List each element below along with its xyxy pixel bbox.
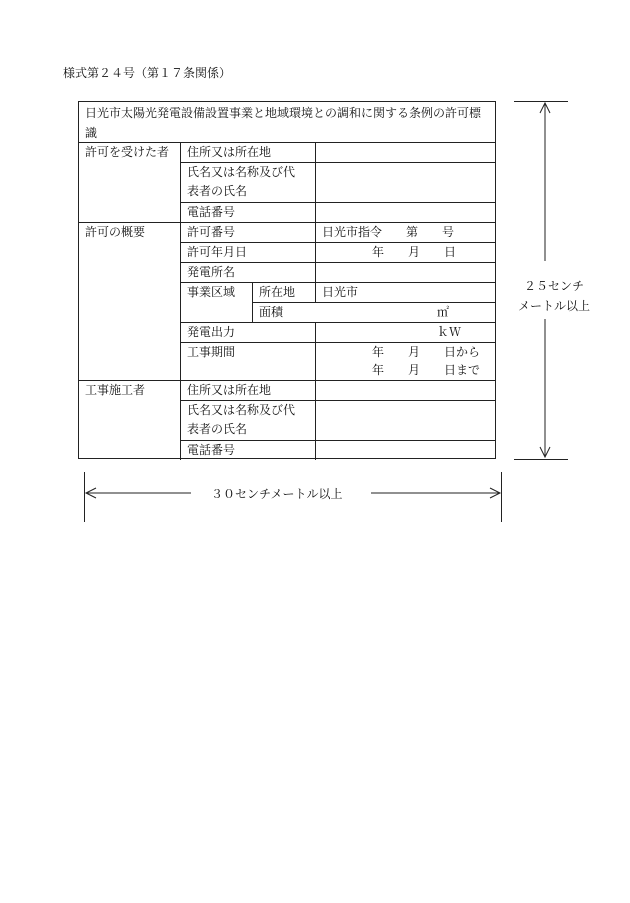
- height-label-line2: メートル以上: [518, 299, 591, 313]
- contractor-name-label-2: 表者の氏名: [187, 422, 248, 436]
- size-unit: ㎡: [437, 305, 450, 319]
- period-to: 年 月 日まで: [372, 363, 481, 377]
- permit-no-value: 日光市指令 第 号: [322, 225, 455, 239]
- table-rule: [315, 142, 316, 242]
- permit-holder-heading: 許可を受けた者: [85, 145, 170, 159]
- size-label: 面積: [259, 305, 284, 319]
- holder-phone-label: 電話番号: [187, 205, 236, 219]
- table-rule: [315, 322, 316, 460]
- contractor-heading: 工事施工者: [85, 383, 146, 397]
- contractor-address-label: 住所又は所在地: [187, 383, 272, 397]
- contractor-phone-label: 電話番号: [187, 443, 236, 457]
- plant-name-label: 発電所名: [187, 265, 236, 279]
- permit-date-label: 許可年月日: [187, 245, 248, 259]
- location-value: 日光市: [322, 285, 359, 299]
- width-dimension: [83, 472, 503, 522]
- permit-sign-table: [78, 101, 496, 459]
- output-label: 発電出力: [187, 325, 236, 339]
- table-rule: [315, 242, 316, 262]
- holder-name-label: 氏名又は名称及び代: [187, 165, 296, 179]
- period-label: 工事期間: [187, 345, 236, 359]
- form-number: 様式第２４号（第１７条関係）: [63, 66, 232, 80]
- overview-heading: 許可の概要: [85, 225, 146, 239]
- holder-name-label-2: 表者の氏名: [187, 184, 248, 198]
- contractor-name-label: 氏名又は名称及び代: [187, 403, 296, 417]
- table-rule: [252, 282, 253, 322]
- sign-title: 日光市太陽光発電設備設置事業と地域環境との調和に関する条例の許可標識: [85, 106, 482, 140]
- table-rule: [315, 262, 316, 302]
- table-rule: [252, 302, 495, 303]
- holder-address-label: 住所又は所在地: [187, 145, 272, 159]
- permit-date-value: 年 月 日: [372, 245, 457, 259]
- height-dimension: [514, 101, 591, 460]
- period-from: 年 月 日から: [372, 345, 481, 359]
- location-label: 所在地: [259, 285, 296, 299]
- width-label: ３０センチメートル以上: [211, 487, 343, 501]
- height-label-line1: ２５センチ: [524, 279, 585, 293]
- output-unit: ｋＷ: [437, 325, 462, 339]
- permit-no-label: 許可番号: [187, 225, 236, 239]
- table-rule: [180, 142, 181, 460]
- project-area-label: 事業区域: [187, 285, 236, 299]
